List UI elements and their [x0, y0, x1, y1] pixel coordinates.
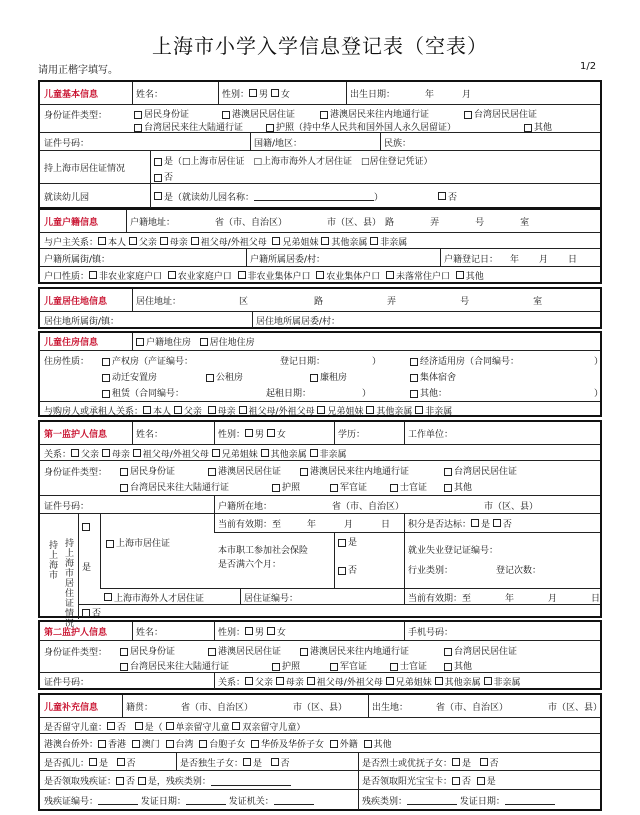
checkbox[interactable]	[174, 406, 182, 414]
checkbox[interactable]	[310, 449, 318, 457]
checkbox[interactable]	[471, 519, 479, 527]
checkbox-id[interactable]: 港澳居民来往内地通行证	[300, 644, 409, 657]
checkbox[interactable]	[456, 271, 464, 279]
checkbox[interactable]	[300, 468, 308, 476]
close-paren: ）	[594, 389, 604, 399]
checkbox-id[interactable]: 港澳居民来往内地通行证	[320, 107, 429, 120]
disability-type[interactable]: 残疾类别： 发证日期：	[362, 790, 555, 810]
hukou-reg-date[interactable]: 户籍登记日： 年 月 日	[444, 254, 578, 265]
gender-field: 性别： 男 女	[222, 89, 290, 100]
checkbox[interactable]	[199, 740, 207, 748]
g1-relation: 关系： 父亲 母亲 祖父母/外祖父母 兄弟姐妹 其他亲属 非亲属	[44, 449, 347, 460]
id-number-field[interactable]: 证件号码：	[44, 138, 90, 149]
checkbox[interactable]	[366, 406, 374, 414]
checkbox-public[interactable]: 公租房	[206, 370, 243, 383]
checkbox-id[interactable]: 港澳居民来往内地通行证	[300, 464, 409, 477]
divider	[214, 514, 215, 532]
checkbox[interactable]	[338, 567, 346, 575]
checkbox[interactable]	[120, 468, 128, 476]
divider	[176, 753, 177, 771]
guardian1-section	[38, 420, 602, 628]
g1-valid-to2[interactable]: 当前有效期：至 年 月 日	[408, 593, 601, 604]
checkbox-id[interactable]: 港澳居民居住证	[222, 107, 295, 120]
martyr: 是否烈士或优抚子女： 是 否	[362, 758, 499, 769]
checkbox[interactable]	[364, 740, 372, 748]
checkbox[interactable]	[435, 677, 443, 685]
checkbox[interactable]	[524, 124, 532, 132]
divider	[358, 790, 359, 810]
checkbox-id[interactable]: 其他	[444, 480, 472, 493]
checkbox[interactable]	[317, 406, 325, 414]
g2-gender: 性别： 男 女	[218, 627, 286, 638]
checkbox[interactable]	[71, 449, 79, 457]
checkbox-id[interactable]: 台湾居民居住证	[464, 107, 537, 120]
checkbox[interactable]	[477, 777, 485, 785]
checkbox[interactable]	[222, 111, 230, 119]
checkbox[interactable]	[106, 540, 114, 548]
divider	[404, 533, 405, 589]
checkbox[interactable]	[132, 740, 140, 748]
g1-insurance: 本市职工参加社会保险	[218, 546, 309, 556]
divider	[404, 422, 405, 444]
checkbox[interactable]	[154, 174, 162, 182]
yes-label: 是	[82, 563, 92, 573]
g1-employ[interactable]: 就业失业登记证编号：	[408, 546, 499, 556]
left-behind: 是否留守儿童： 否 是（ 单亲留守儿童 双亲留守儿童）	[44, 722, 306, 733]
nationality-field[interactable]: 国籍/地区：	[254, 138, 303, 149]
g1-industry[interactable]: 行业类别：	[408, 566, 454, 576]
checkbox[interactable]	[98, 237, 106, 245]
checkbox[interactable]	[444, 484, 452, 492]
checkbox[interactable]	[330, 663, 338, 671]
residence-committee[interactable]: 居住地所属居委/村：	[256, 316, 341, 327]
divider	[380, 133, 381, 151]
checkbox[interactable]	[484, 677, 492, 685]
section-header: 儿童居住地信息	[44, 296, 108, 307]
checkbox[interactable]	[166, 722, 174, 730]
divider	[214, 496, 215, 514]
checkbox[interactable]	[120, 648, 128, 656]
checkbox[interactable]	[135, 722, 143, 730]
checkbox[interactable]	[154, 158, 162, 166]
section-header: 儿童户籍信息	[44, 217, 99, 228]
checkbox-id[interactable]: 台湾居民来往大陆通行证	[120, 659, 229, 672]
checkbox[interactable]	[452, 758, 460, 766]
checkbox[interactable]	[134, 111, 142, 119]
g1-work[interactable]: 工作单位：	[408, 429, 454, 440]
checkbox[interactable]	[444, 663, 452, 671]
checkbox[interactable]	[243, 758, 251, 766]
child-housing-section	[38, 331, 602, 417]
checkbox-relocate[interactable]: 动迁安置房	[102, 370, 157, 383]
hukou-street[interactable]: 户籍所属街/镇：	[44, 254, 111, 265]
checkbox[interactable]	[89, 758, 97, 766]
g1-hukou-loc[interactable]: 户籍所在地： 省（市、自治区） 市（区、县）	[218, 501, 539, 512]
close-paren: ）	[594, 357, 604, 367]
checkbox[interactable]	[82, 609, 90, 617]
checkbox-dorm[interactable]: 集体宿舍	[410, 370, 456, 383]
hukou-committee[interactable]: 户籍所属居委/村：	[250, 254, 326, 265]
checkbox-id[interactable]: 士官证	[390, 659, 427, 672]
checkbox[interactable]	[267, 627, 275, 635]
checkbox-own[interactable]: 产权房（产证编号：	[102, 354, 193, 367]
checkbox[interactable]	[444, 648, 452, 656]
name-field[interactable]: 姓名：	[136, 89, 164, 100]
sunshine-card: 是否领取阳光宝宝卡： 否 是	[362, 777, 496, 787]
checkbox[interactable]	[272, 663, 280, 671]
checkbox-id[interactable]: 军官证	[330, 480, 367, 493]
ins-yes[interactable]: 是	[338, 535, 357, 548]
checkbox[interactable]	[410, 390, 418, 398]
checkbox[interactable]	[102, 374, 110, 382]
checkbox[interactable]	[452, 777, 460, 785]
g1-insurance2: 是否满六个月：	[218, 560, 282, 570]
g1-permit-yes[interactable]	[82, 522, 92, 532]
checkbox-id[interactable]: 其他	[524, 120, 552, 133]
checkbox[interactable]	[102, 449, 110, 457]
checkbox-id[interactable]: 台湾居民居住证	[444, 464, 517, 477]
checkbox[interactable]	[89, 271, 97, 279]
checkbox[interactable]	[316, 271, 324, 279]
sh-permit-label: 持上海市居住证情况	[44, 164, 126, 174]
divider	[346, 82, 347, 104]
close-paren: ）	[372, 357, 382, 367]
divider	[404, 622, 405, 640]
checkbox[interactable]	[370, 237, 378, 245]
checkbox[interactable]	[168, 271, 176, 279]
checkbox[interactable]	[116, 777, 124, 785]
checkbox[interactable]	[320, 111, 328, 119]
divider	[126, 210, 127, 232]
checkbox[interactable]	[212, 449, 220, 457]
checkbox[interactable]	[390, 663, 398, 671]
checkbox-id[interactable]: 护照（持中华人民共和国外国人永久居留证）	[266, 120, 456, 133]
child-hukou-section	[38, 208, 602, 284]
checkbox[interactable]	[102, 390, 110, 398]
g1-permit-label-a: 持上海市	[47, 540, 57, 580]
checkbox[interactable]	[120, 663, 128, 671]
kindergarten-yes[interactable]: 是（就读幼儿园名称： ）	[154, 184, 383, 208]
checkbox[interactable]	[245, 429, 253, 437]
permit-yes[interactable]: 是（□上海市居住证 □上海市海外人才居住证 □居住登记凭证）	[154, 154, 433, 167]
divider	[440, 249, 441, 267]
g1-edu[interactable]: 学历：	[338, 429, 366, 440]
overseas: 港澳台侨外： 香港 澳门 台湾 台胞子女 华侨及华侨子女 外籍 其他	[44, 740, 392, 750]
checkbox[interactable]	[310, 374, 318, 382]
checkbox[interactable]	[410, 358, 418, 366]
divider	[214, 622, 215, 640]
divider	[132, 622, 133, 640]
checkbox-id[interactable]: 港澳居民居住证	[208, 644, 281, 657]
checkbox-id[interactable]: 台湾居民来往大陆通行证	[120, 480, 229, 493]
checkbox[interactable]	[410, 374, 418, 382]
checkbox[interactable]	[386, 677, 394, 685]
checkbox[interactable]	[321, 237, 329, 245]
permit-no[interactable]: 否	[154, 170, 173, 183]
divider	[218, 82, 219, 104]
checkbox[interactable]	[206, 374, 214, 382]
checkbox-lowrent[interactable]: 廉租房	[310, 370, 347, 383]
divider	[214, 673, 215, 689]
checkbox[interactable]	[245, 627, 253, 635]
checkbox-id[interactable]: 港澳居民居住证	[208, 464, 281, 477]
g1-name[interactable]: 姓名：	[136, 429, 164, 440]
checkbox[interactable]	[104, 593, 112, 601]
checkbox[interactable]	[330, 740, 338, 748]
divider	[250, 133, 251, 151]
guardian2-section	[38, 620, 602, 690]
g2-id-number[interactable]: 证件号码：	[44, 677, 90, 688]
checkbox-id[interactable]: 士官证	[390, 480, 427, 493]
divider	[132, 422, 133, 444]
divider	[246, 249, 247, 267]
checkbox[interactable]	[480, 758, 488, 766]
checkbox[interactable]	[261, 449, 269, 457]
checkbox-id[interactable]: 护照	[272, 480, 300, 493]
checkbox[interactable]	[208, 406, 216, 414]
checkbox[interactable]	[300, 648, 308, 656]
g2-phone[interactable]: 手机号码：	[408, 627, 454, 638]
checkbox[interactable]	[133, 449, 141, 457]
checkbox[interactable]	[390, 484, 398, 492]
checkbox[interactable]	[107, 722, 115, 730]
g1-id-number[interactable]: 证件号码：	[44, 501, 90, 512]
checkbox-id[interactable]: 军官证	[330, 659, 367, 672]
section-header: 儿童补充信息	[44, 702, 99, 713]
checkbox[interactable]	[245, 677, 253, 685]
checkbox[interactable]	[238, 271, 246, 279]
g1-talent[interactable]: 上海市海外人才居住证	[104, 589, 204, 605]
g1-permit-label-b: 持上海市居住证情况	[63, 538, 73, 628]
divider	[358, 771, 359, 790]
checkbox[interactable]	[120, 484, 128, 492]
checkbox[interactable]	[82, 523, 90, 531]
disability-card: 是否领取残疾证： 否 是，残疾类别：	[44, 771, 291, 790]
reg-date-label: 登记日期：	[280, 357, 326, 367]
divider	[150, 184, 151, 208]
checkbox-id[interactable]: 居民身份证	[134, 107, 189, 120]
checkbox[interactable]	[266, 124, 274, 132]
checkbox[interactable]	[438, 192, 446, 200]
checkbox[interactable]	[444, 468, 452, 476]
divider	[132, 333, 133, 350]
g2-relation: 关系： 父亲 母亲 祖父母/外祖父母 兄弟姐妹 其他亲属 非亲属	[218, 677, 521, 688]
divider	[252, 312, 253, 328]
g1-permit-no[interactable]: 居住证编号：	[244, 593, 299, 604]
checkbox[interactable]	[232, 722, 240, 730]
dob-field[interactable]: 出生日期： 年 月	[350, 89, 472, 100]
divider	[150, 151, 151, 184]
ethnicity-field[interactable]: 民族：	[384, 138, 412, 149]
divider	[404, 589, 405, 605]
checkbox[interactable]	[249, 89, 257, 97]
kindergarten-no[interactable]: 否	[438, 184, 457, 208]
only-child: 是否独生子女： 是 否	[180, 758, 290, 769]
checkbox-econ[interactable]: 经济适用房（合同编号：	[410, 354, 519, 367]
close-paren: ）	[362, 389, 372, 399]
g1-id-type-label: 身份证件类型：	[44, 468, 108, 478]
section-header: 第二监护人信息	[44, 627, 108, 638]
divider	[132, 289, 133, 311]
checkbox[interactable]	[143, 406, 151, 414]
g1-score[interactable]: 积分是否达标： 是 否	[408, 519, 512, 530]
divider	[334, 533, 335, 589]
checkbox[interactable]	[307, 677, 315, 685]
housing-type[interactable]: 户籍地住房 居住地住房	[136, 333, 255, 350]
kindergarten-label: 就读幼儿园	[44, 192, 90, 203]
checkbox[interactable]	[386, 271, 394, 279]
g2-id-type-label: 身份证件类型：	[44, 648, 108, 658]
checkbox-id[interactable]: 台湾居民居住证	[444, 644, 517, 657]
checkbox[interactable]	[267, 429, 275, 437]
ins-no[interactable]: 否	[338, 563, 357, 576]
checkbox[interactable]	[154, 192, 162, 200]
checkbox[interactable]	[191, 237, 199, 245]
start-date-label: 起租日期：	[266, 389, 312, 399]
divider	[132, 82, 133, 104]
divider	[240, 589, 241, 605]
disability-number[interactable]: 残疾证编号： 发证日期： 发证机关：	[44, 790, 314, 810]
checkbox[interactable]	[271, 758, 279, 766]
g2-name[interactable]: 姓名：	[136, 627, 164, 638]
page-number: 1/2	[580, 61, 597, 72]
section-header: 儿童基本信息	[44, 89, 99, 100]
checkbox[interactable]	[338, 539, 346, 547]
g1-gender: 性别： 男 女	[218, 429, 286, 440]
g1-valid-to[interactable]: 当前有效期：至 年 月 日	[218, 519, 391, 530]
checkbox[interactable]	[330, 484, 338, 492]
checkbox[interactable]	[464, 111, 472, 119]
checkbox-rent[interactable]: 租赁（合同编号：	[102, 386, 184, 399]
checkbox[interactable]	[415, 406, 423, 414]
checkbox-other[interactable]: 其他：	[410, 386, 447, 399]
checkbox[interactable]	[138, 777, 146, 785]
g1-reg-times[interactable]: 登记次数：	[496, 566, 542, 576]
section-header: 儿童住房信息	[44, 338, 99, 348]
checkbox[interactable]	[136, 338, 144, 346]
checkbox-id[interactable]: 台湾居民来往大陆通行证	[134, 120, 243, 133]
child-extra-section	[38, 693, 602, 811]
checkbox[interactable]	[251, 740, 259, 748]
checkbox[interactable]	[160, 237, 168, 245]
divider	[214, 422, 215, 444]
divider	[122, 695, 123, 717]
divider	[358, 753, 359, 771]
checkbox-id[interactable]: 居民身份证	[120, 464, 175, 477]
residence-address[interactable]: 居住地址： 区 路 弄 号 室	[136, 296, 543, 307]
checkbox[interactable]	[102, 358, 110, 366]
instruction-text: 请用正楷字填写。	[38, 65, 118, 76]
checkbox-id[interactable]: 其他	[444, 659, 472, 672]
origin-field[interactable]: 籍贯： 省（市、自治区） 市（区、县）	[126, 702, 348, 713]
housing-relation: 与购房人或承租人关系： 本人 父亲 母亲 祖父母/外祖父母 兄弟姐妹 其他亲属 非亲属	[44, 406, 453, 417]
checkbox[interactable]	[276, 677, 284, 685]
page-title: 上海市小学入学信息登记表（空表）	[152, 34, 488, 58]
hukou-address[interactable]: 户籍地址： 省（市、自治区） 市（区、县） 路 弄 号 室	[130, 217, 530, 228]
checkbox[interactable]	[129, 237, 137, 245]
child-basic-section	[38, 80, 602, 209]
id-type-label: 身份证件类型：	[44, 111, 108, 121]
hukou-relation: 与户主关系： 本人 父亲 母亲 祖父母/外祖父母 兄弟姐妹 其他亲属 非亲属	[44, 237, 408, 248]
birthplace-field[interactable]: 出生地： 省（市、自治区） 市（区、县）	[372, 702, 603, 713]
checkbox[interactable]	[208, 648, 216, 656]
divider	[404, 514, 405, 532]
orphan: 是否孤儿： 是 否	[44, 758, 136, 769]
checkbox[interactable]	[272, 237, 280, 245]
checkbox[interactable]	[117, 758, 125, 766]
checkbox[interactable]	[166, 740, 174, 748]
checkbox[interactable]	[272, 484, 280, 492]
checkbox[interactable]	[208, 468, 216, 476]
divider	[368, 695, 369, 717]
checkbox[interactable]	[271, 89, 279, 97]
divider	[334, 422, 335, 444]
section-header: 第一监护人信息	[44, 429, 108, 440]
checkbox[interactable]	[239, 406, 247, 414]
housing-nature-label: 住房性质：	[44, 357, 90, 367]
g1-sh-permit[interactable]: 上海市居住证	[106, 536, 170, 549]
residence-street[interactable]: 居住地所属街/镇：	[44, 316, 120, 327]
child-residence-section	[38, 287, 602, 329]
checkbox[interactable]	[493, 519, 501, 527]
hukou-nature: 户口性质： 非农业家庭户口 农业家庭户口 非农业集体户口 农业集体户口 未落常住户口 其他	[44, 271, 484, 282]
checkbox[interactable]	[98, 740, 106, 748]
checkbox[interactable]	[200, 338, 208, 346]
g1-no-permit[interactable]: 否	[82, 605, 101, 620]
checkbox-id[interactable]: 护照	[272, 659, 300, 672]
checkbox-id[interactable]: 居民身份证	[120, 644, 175, 657]
checkbox[interactable]	[134, 124, 142, 132]
